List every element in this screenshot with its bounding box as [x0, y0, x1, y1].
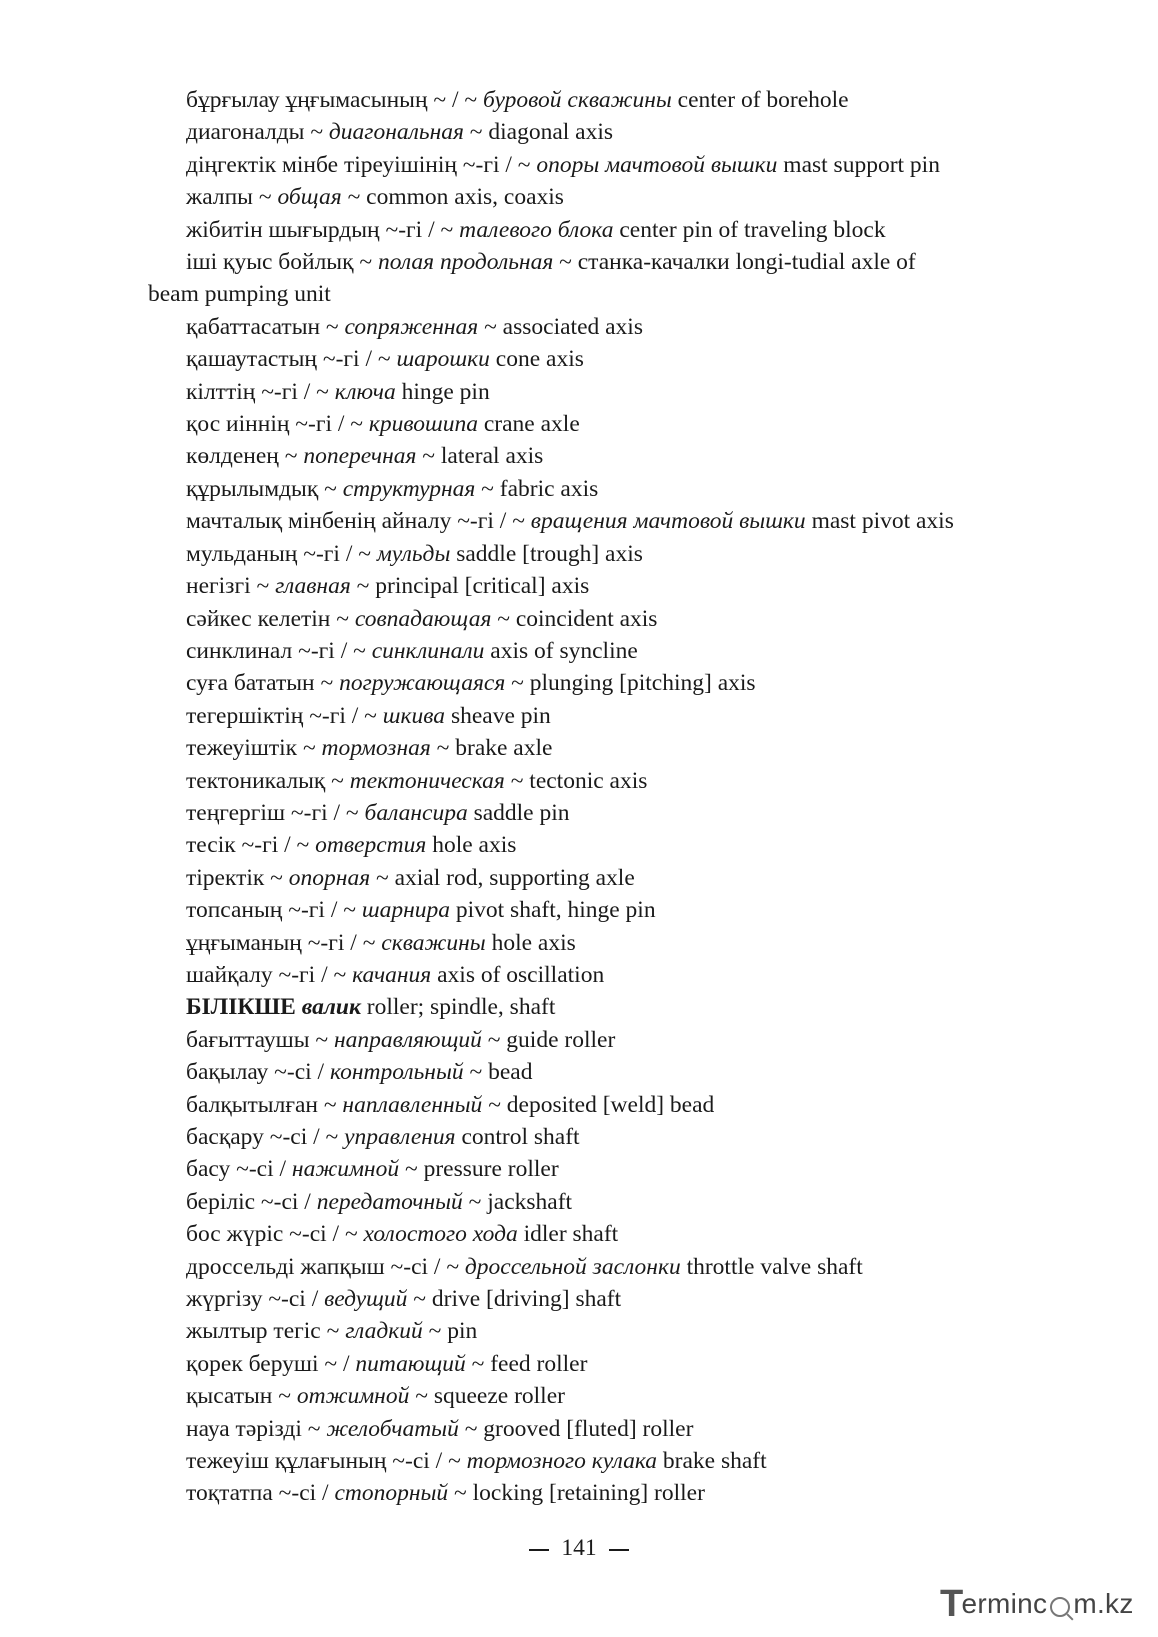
dictionary-entry	[148, 473, 1048, 505]
entry-russian: скважины	[381, 929, 486, 956]
entry-english: axis of syncline	[490, 637, 638, 664]
entry-russian: нажимной	[291, 1156, 400, 1183]
entry-english: saddle pin	[473, 799, 570, 826]
dictionary-entry	[148, 603, 1048, 635]
entry-kazakh: тесік ~-гі / ~	[186, 832, 310, 859]
dictionary-entry	[148, 1413, 1048, 1445]
dictionary-entry	[148, 538, 1048, 570]
entry-russian: стопорный	[334, 1480, 449, 1507]
entry-kazakh: балқытылған ~	[186, 1091, 337, 1118]
entry-kazakh: науа тәрізді ~	[186, 1415, 321, 1442]
entry-kazakh: діңгектік мінбе тіреуішінің ~-гі / ~	[186, 151, 531, 178]
dictionary-entry	[148, 1283, 1048, 1315]
entry-english: ~ plunging [pitching] axis	[511, 670, 756, 697]
dictionary-entry	[148, 927, 1048, 959]
entry-russian: ведущий	[324, 1286, 408, 1313]
entry-kazakh: қабаттасатын ~	[186, 313, 339, 340]
entry-russian: совпадающая	[354, 605, 492, 632]
entry-russian: гладкий	[345, 1318, 423, 1345]
entry-english: center of borehole	[677, 87, 849, 113]
entry-english: ~ drive [driving] shaft	[413, 1286, 622, 1313]
dictionary-entry	[148, 278, 1048, 310]
page-number	[0, 1535, 1158, 1562]
entry-kazakh: сәйкес келетін ~	[186, 605, 349, 632]
dictionary-entry	[148, 1089, 1048, 1121]
entry-kazakh: беріліс ~-сі /	[186, 1188, 311, 1215]
entry-kazakh: жалпы ~	[186, 184, 272, 211]
entry-russian: мульды	[376, 540, 451, 567]
entry-english: ~ common axis, coaxis	[347, 184, 564, 211]
entry-english: cone axis	[495, 346, 584, 373]
dictionary-entry	[148, 1056, 1048, 1088]
entry-russian: опоры мачтовой вышки	[536, 151, 778, 178]
entry-english: pivot shaft, hinge pin	[455, 897, 656, 924]
entry-russian: общая	[277, 184, 342, 211]
entry-russian: кривошипа	[368, 411, 478, 438]
dictionary-entry	[148, 246, 1048, 278]
entry-kazakh: қашаутастың ~-гі / ~	[186, 346, 391, 373]
dictionary-entry	[148, 408, 1048, 440]
entry-english: ~ lateral axis	[422, 443, 544, 470]
entry-english: ~ tectonic axis	[510, 767, 648, 794]
entry-english: hinge pin	[401, 378, 490, 405]
entry-english: roller; spindle, shaft	[366, 994, 556, 1021]
entry-kazakh: қысатын ~	[186, 1383, 291, 1410]
entry-kazakh: бос жүріс ~-сі / ~	[186, 1221, 358, 1248]
entry-english: ~ feed roller	[471, 1350, 588, 1377]
entry-english: ~ principal [critical] axis	[356, 573, 590, 600]
dictionary-entry	[148, 732, 1048, 764]
dash-right	[609, 1549, 629, 1551]
entry-kazakh: мачталық мінбенің айналу ~-гі / ~	[186, 508, 525, 535]
entry-russian: погружающаяся	[339, 670, 506, 697]
entry-kazakh: қорек беруші ~ /	[186, 1350, 350, 1377]
entry-russian: питающий	[355, 1350, 466, 1377]
entry-kazakh: жібитін шығырдың ~-гі / ~	[186, 216, 454, 243]
entry-english: ~ bead	[469, 1059, 533, 1086]
entry-kazakh: жылтыр тегіс ~	[186, 1318, 340, 1345]
entry-english: ~ squeeze roller	[415, 1383, 565, 1410]
dictionary-entry	[148, 862, 1048, 894]
entry-kazakh: топсаның ~-гі / ~	[186, 897, 356, 924]
dictionary-entry	[148, 1348, 1048, 1380]
dictionary-entry	[148, 311, 1048, 343]
entry-russian: желобчатый	[326, 1415, 459, 1442]
dictionary-entry	[148, 765, 1048, 797]
page-number-text: 141	[561, 1535, 597, 1561]
entry-kazakh: шайқалу ~-гі / ~	[186, 961, 347, 988]
entry-english: saddle [trough] axis	[456, 540, 643, 567]
entry-kazakh: бұрғылау ұңғымасының ~ / ~	[186, 87, 478, 113]
entry-kazakh: тектоникалық ~	[186, 767, 344, 794]
entry-russian: буровой скважины	[483, 87, 672, 113]
entry-kazakh: диагоналды ~	[186, 119, 324, 146]
entry-kazakh: құрылымдық ~	[186, 475, 337, 502]
entry-russian: направляющий	[333, 1026, 482, 1053]
dictionary-entry	[148, 635, 1048, 667]
entry-kazakh: синклинал ~-гі / ~	[186, 637, 366, 664]
entry-english: crane axle	[483, 411, 580, 438]
dictionary-entry	[148, 797, 1048, 829]
entry-kazakh: beam pumping unit	[148, 281, 331, 308]
dictionary-entry	[148, 1153, 1048, 1185]
entry-kazakh: БІЛІКШЕ	[186, 994, 296, 1021]
termincom-logo	[940, 1583, 1134, 1625]
dictionary-entry	[148, 1218, 1048, 1250]
entry-english: ~ deposited [weld] bead	[488, 1091, 715, 1118]
entry-russian: полая продольная	[377, 249, 554, 276]
entry-russian: передаточный	[316, 1188, 463, 1215]
entry-kazakh: тегершіктің ~-гі / ~	[186, 702, 377, 729]
entry-russian: тормозная	[321, 735, 431, 762]
dictionary-entry	[148, 1445, 1048, 1477]
entry-kazakh: теңгергіш ~-гі / ~	[186, 799, 359, 826]
entry-russian: талевого блока	[459, 216, 614, 243]
entry-russian: сопряженная	[344, 313, 479, 340]
entry-kazakh: мульданың ~-гі / ~	[186, 540, 371, 567]
entry-kazakh: басқару ~-сі / ~	[186, 1124, 339, 1150]
dictionary-entry	[148, 1251, 1048, 1283]
entry-english: ~ станка-качалки longi-tudial axle of	[559, 249, 916, 276]
entry-english: brake shaft	[662, 1448, 767, 1475]
dictionary-entry	[148, 1477, 1048, 1509]
entry-kazakh: бағыттаушы ~	[186, 1026, 329, 1053]
entry-russian: шарошки	[396, 346, 490, 373]
entry-kazakh: дроссельді жапқыш ~-сі / ~	[186, 1253, 460, 1280]
dictionary-entry	[148, 1315, 1048, 1347]
entry-english: ~ diagonal axis	[469, 119, 614, 146]
entry-english: mast pivot axis	[811, 508, 954, 535]
entry-english: ~ fabric axis	[481, 475, 599, 502]
entry-kazakh: көлденең ~	[186, 443, 298, 470]
entry-english: ~ associated axis	[484, 313, 643, 340]
logo-text-1: erminc	[961, 1588, 1048, 1619]
entry-russian: тормозного кулака	[466, 1448, 658, 1475]
entry-kazakh: тіректік ~	[186, 864, 283, 891]
entry-english: ~ coincident axis	[497, 605, 658, 632]
dictionary-entry	[148, 84, 1048, 116]
entry-russian: тектоническая	[349, 767, 505, 794]
entry-english: ~ brake axle	[436, 735, 553, 762]
dictionary-entry	[148, 181, 1048, 213]
dictionary-entry	[148, 505, 1048, 537]
dictionary-entry	[148, 343, 1048, 375]
dictionary-entries	[148, 84, 1048, 1510]
entry-english: axis of oscillation	[437, 961, 605, 988]
entry-english: ~ locking [retaining] roller	[454, 1480, 705, 1507]
entry-russian: дроссельной заслонки	[464, 1253, 681, 1280]
entry-kazakh: кілттің ~-гі / ~	[186, 378, 329, 405]
entry-english: throttle valve shaft	[686, 1253, 863, 1280]
entry-russian: вращения мачтовой вышки	[530, 508, 806, 535]
entry-kazakh: негізгі ~	[186, 573, 270, 600]
entry-kazakh: тежеуіш құлағының ~-сі / ~	[186, 1448, 461, 1475]
entry-kazakh: суға бататын ~	[186, 670, 334, 697]
entry-russian: диагональная	[328, 119, 464, 146]
dictionary-entry	[148, 1024, 1048, 1056]
entry-kazakh: тоқтатпа ~-сі /	[186, 1480, 329, 1507]
dash-left	[529, 1549, 549, 1551]
entry-russian: управления	[344, 1124, 456, 1150]
entry-russian: поперечная	[303, 443, 417, 470]
entry-english: hole axis	[432, 832, 517, 859]
entry-english: ~ guide roller	[487, 1026, 616, 1053]
entry-english: ~ axial rod, supporting axle	[376, 864, 635, 891]
entry-russian: валик	[301, 994, 361, 1021]
entry-english: center pin of traveling block	[619, 216, 886, 243]
dictionary-entry	[148, 149, 1048, 181]
entry-russian: балансира	[364, 799, 468, 826]
dictionary-entry	[148, 959, 1048, 991]
dictionary-entry	[148, 991, 1048, 1023]
dictionary-entry	[148, 116, 1048, 148]
entry-russian: качания	[352, 961, 432, 988]
entry-english: hole axis	[491, 929, 576, 956]
entry-english: sheave pin	[450, 702, 551, 729]
entry-english: control shaft	[461, 1124, 580, 1150]
logo-text-2: m.kz	[1073, 1588, 1134, 1619]
entry-russian: шарнира	[361, 897, 450, 924]
dictionary-entry	[148, 667, 1048, 699]
entry-kazakh: басу ~-сі /	[186, 1156, 287, 1183]
dictionary-entry	[148, 1380, 1048, 1412]
dictionary-entry	[148, 894, 1048, 926]
dictionary-entry	[148, 440, 1048, 472]
entry-english: ~ jackshaft	[468, 1188, 573, 1215]
entry-russian: опорная	[288, 864, 371, 891]
entry-russian: наплавленный	[342, 1091, 483, 1118]
entry-english: ~ pressure roller	[404, 1156, 559, 1183]
entry-english: idler shaft	[523, 1221, 619, 1248]
dictionary-entry	[148, 700, 1048, 732]
entry-english: mast support pin	[783, 151, 940, 178]
dictionary-entry	[148, 214, 1048, 246]
entry-english: ~ pin	[428, 1318, 478, 1345]
entry-kazakh: бақылау ~-сі /	[186, 1059, 325, 1086]
dictionary-entry	[148, 1121, 1048, 1153]
dictionary-entry	[148, 829, 1048, 861]
entry-kazakh: ұңғыманың ~-гі / ~	[186, 929, 376, 956]
entry-russian: отверстия	[315, 832, 427, 859]
entry-kazakh: тежеуіштік ~	[186, 735, 316, 762]
logo-magnifier-icon	[1050, 1597, 1070, 1617]
entry-russian: холостого хода	[363, 1221, 518, 1248]
entry-russian: ключа	[334, 378, 396, 405]
entry-russian: главная	[275, 573, 351, 600]
entry-kazakh: іші қуыс бойлық ~	[186, 249, 373, 276]
logo-letter-t: T	[940, 1582, 964, 1625]
entry-russian: синклинали	[371, 637, 485, 664]
entry-russian: отжимной	[296, 1383, 410, 1410]
entry-russian: контрольный	[329, 1059, 464, 1086]
entry-kazakh: қос иіннің ~-гі / ~	[186, 411, 363, 438]
entry-english: ~ grooved [fluted] roller	[464, 1415, 694, 1442]
entry-russian: шкива	[382, 702, 446, 729]
dictionary-entry	[148, 570, 1048, 602]
entry-kazakh: жүргізу ~-сі /	[186, 1286, 319, 1313]
dictionary-entry	[148, 1186, 1048, 1218]
entry-russian: структурная	[342, 475, 476, 502]
dictionary-entry	[148, 376, 1048, 408]
